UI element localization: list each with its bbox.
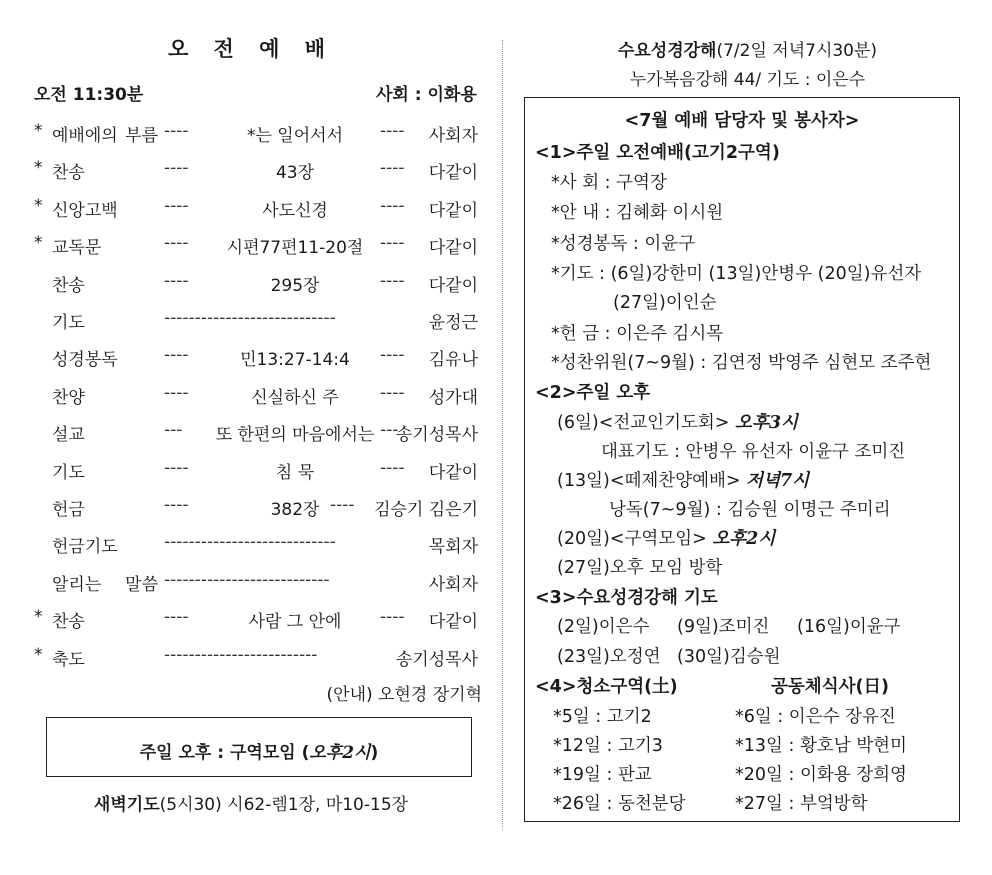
s2-rep-prayer: 대표기도 : 안병우 유선자 이윤구 조미진: [601, 442, 906, 462]
s2-cell-meeting: [557, 525, 775, 550]
row-dash-right: ----: [380, 158, 405, 179]
row-name: 알리는 말씀: [52, 574, 158, 595]
meal-item: *27일 : 부엌방학: [735, 794, 868, 814]
service-row: [0, 233, 500, 267]
row-dash-right: ----: [380, 233, 405, 254]
row-star: *: [34, 233, 43, 254]
s3-e: (30일)김승원: [677, 647, 781, 667]
row-leader: 송기성목사: [395, 649, 478, 670]
s2-a-time: 오후3시: [735, 413, 798, 433]
service-row: [0, 495, 500, 529]
row-content: 시편77편11-20절: [226, 238, 364, 259]
row-leader: 다같이: [428, 200, 478, 221]
notice-end: ): [370, 743, 379, 763]
row-dash-left: ----: [164, 158, 189, 179]
row-leader: 사회자: [428, 126, 478, 146]
row-name: 기도: [52, 462, 85, 483]
s3-d: (23일)오정연: [557, 647, 661, 667]
s2-c-label: (20일)<구역모임>: [557, 529, 707, 549]
row-leader: 윤정근: [428, 313, 478, 333]
meal-head: 공동체식사(日): [771, 677, 890, 697]
row-dash-left: ----: [164, 495, 189, 515]
worship-time: 오전 11:30분: [34, 85, 144, 105]
service-row: [0, 458, 500, 492]
row-dash-right: ----: [380, 121, 405, 141]
row-leader: 사회자: [428, 574, 478, 595]
worship-host: 사회 : 이화용: [376, 85, 477, 105]
section4-head: <4>청소구역(土): [535, 677, 678, 697]
s2-vacation: (27일)오후 모임 방학: [557, 558, 723, 578]
row-dash-left: ---: [164, 420, 183, 441]
box-title: <7월 예배 담당자 및 봉사자>: [624, 111, 860, 131]
row-leader: 성가대: [428, 387, 478, 408]
row-dash-right: ---: [380, 420, 399, 441]
row-content: 또 한편의 마음에서는: [215, 425, 375, 446]
service-row: [0, 308, 500, 342]
row-name: 찬송: [52, 163, 85, 184]
wednesday-time: (7/2일 저녁7시30분): [716, 41, 878, 61]
row-name: 성경봉독: [52, 350, 118, 371]
row-dash-right: ----: [380, 382, 405, 403]
row-name: 예배에의 부름: [52, 126, 158, 146]
row-name: 헌금: [52, 500, 85, 520]
afternoon-notice-box: [46, 717, 472, 777]
service-row: [0, 158, 500, 192]
section2-head: <2>주일 오후: [535, 383, 651, 403]
s1-usher: *안 내 : 김혜화 이시원: [551, 203, 724, 223]
meal-item: *20일 : 이화용 장희영: [735, 765, 907, 785]
row-leader: 다같이: [428, 462, 478, 483]
row-star: *: [34, 121, 43, 141]
service-row: [0, 345, 500, 379]
meal-item: *13일 : 황호남 박현미: [735, 736, 907, 756]
row-leader: 송기성목사: [395, 425, 478, 446]
s1-prayer: *기도 : (6일)강한미 (13일)안병우 (20일)유선자: [551, 264, 922, 284]
row-dash-left: ---------------------------: [164, 569, 330, 590]
s1-reading: *성경봉독 : 이윤구: [551, 234, 696, 254]
service-row: [0, 271, 500, 305]
s2-b-time: 저녁7시: [746, 471, 810, 491]
july-duty-box: [524, 97, 960, 822]
row-dash-left: -------------------------: [164, 644, 318, 665]
row-name: 축도: [52, 649, 85, 670]
service-row: [0, 196, 500, 230]
service-row: [0, 645, 500, 679]
s1-communion: *성찬위원(7~9월) : 김연정 박영주 심현모 조주현: [551, 353, 932, 373]
row-dash-right: ----: [380, 345, 405, 366]
row-star: *: [34, 195, 43, 216]
row-dash-right: ----: [380, 270, 405, 291]
row-name: 찬양: [52, 387, 85, 408]
notice-time: 오후2시: [309, 743, 371, 763]
service-row: [0, 383, 500, 417]
s2-c-time: 오후2시: [712, 529, 776, 549]
row-leader: 다같이: [428, 238, 478, 259]
notice-label: 주일 오후 : 구역모임 (: [139, 743, 310, 763]
row-leader: 김유나: [428, 350, 478, 371]
row-name: 신앙고백: [52, 200, 118, 221]
row-leader: 다같이: [428, 612, 478, 633]
row-dash-left: ----: [164, 345, 189, 366]
clean-item: *26일 : 동천분당: [553, 794, 686, 814]
wednesday-lecture: [503, 36, 992, 61]
row-content: 382장: [270, 500, 320, 520]
row-name: 설교: [52, 425, 85, 446]
row-content: 민13:27-14:4: [240, 350, 350, 371]
s1-host: *사 회 : 구역장: [551, 173, 667, 193]
dawn-text: (5시30) 시62-렘1장, 마10-15장: [159, 795, 409, 815]
s3-a: (2일)이은수: [557, 617, 650, 637]
row-leader: 다같이: [428, 163, 478, 184]
row-dash-left: ----: [164, 195, 189, 216]
service-row: [0, 121, 500, 155]
row-star: *: [34, 644, 43, 665]
row-leader: 목회자: [428, 537, 478, 558]
row-name: 찬송: [52, 612, 85, 633]
meal-item: *6일 : 이은수 장유진: [735, 707, 896, 727]
row-dash-left: ----: [164, 270, 189, 291]
section1-head: <1>주일 오전예배(고기2구역): [535, 143, 780, 163]
s1-offering: *헌 금 : 이은주 김시목: [551, 324, 724, 344]
row-star: *: [34, 607, 43, 628]
s2-a-label: (6일)<전교인기도회>: [557, 413, 730, 433]
service-row: [0, 607, 500, 641]
row-content: 신실하신 주: [251, 387, 339, 408]
s3-b: (9일)조미진: [677, 617, 770, 637]
s2-taize: [557, 467, 809, 492]
s2-prayer-meeting: [557, 409, 798, 434]
guide-text: (안내) 오현경 장기혁: [326, 685, 482, 705]
wednesday-subtitle: 누가복음강해 44/ 기도 : 이은수: [629, 70, 866, 90]
dawn-prayer: [0, 790, 502, 815]
row-content: 43장: [275, 163, 315, 184]
worship-title: 오 전 예 배: [167, 37, 335, 61]
row-dash-right: ----: [380, 457, 405, 478]
row-dash-left: ----------------------------: [164, 532, 336, 553]
row-dash-left: ----------------------------: [164, 308, 336, 328]
row-dash-right: ----: [380, 195, 405, 216]
s1-prayer-cont: (27일)이인순: [613, 293, 717, 313]
clean-item: *5일 : 고기2: [553, 707, 652, 727]
afternoon-notice: [47, 738, 471, 763]
service-row: [0, 570, 500, 604]
row-leader: 다같이: [428, 275, 478, 296]
row-dash-right: ----: [380, 607, 405, 628]
row-content: 사도신경: [262, 200, 328, 221]
row-name: 교독문: [52, 238, 102, 259]
service-row: [0, 532, 500, 566]
section3-head: <3>수요성경강해 기도: [535, 588, 718, 608]
row-content: 295장: [270, 275, 320, 296]
row-name: 기도: [52, 313, 85, 333]
column-divider: [502, 40, 503, 830]
clean-item: *12일 : 고기3: [553, 736, 663, 756]
row-dash-left: ----: [164, 382, 189, 403]
row-content: *는 일어서서: [246, 126, 343, 146]
service-row: [0, 420, 500, 454]
wednesday-label: 수요성경강해: [617, 41, 717, 61]
s2-b-label: (13일)<떼제찬양예배>: [557, 471, 741, 491]
row-dash-left: ----: [164, 233, 189, 254]
row-leader: 김승기 김은기: [374, 500, 478, 520]
row-name: 헌금기도: [52, 537, 118, 558]
row-dash-left: ----: [164, 607, 189, 628]
row-dash-right: ----: [330, 495, 355, 515]
row-name: 찬송: [52, 275, 85, 296]
row-dash-left: ----: [164, 457, 189, 478]
s3-c: (16일)이윤구: [797, 617, 901, 637]
dawn-label: 새벽기도: [93, 795, 160, 815]
row-star: *: [34, 158, 43, 179]
row-content: 사람 그 안에: [248, 612, 342, 633]
clean-item: *19일 : 판교: [553, 765, 652, 785]
s2-reading: 낭독(7~9월) : 김승원 이명근 주미리: [609, 500, 891, 520]
row-dash-left: ----: [164, 121, 189, 141]
row-content: 침 묵: [275, 462, 315, 483]
